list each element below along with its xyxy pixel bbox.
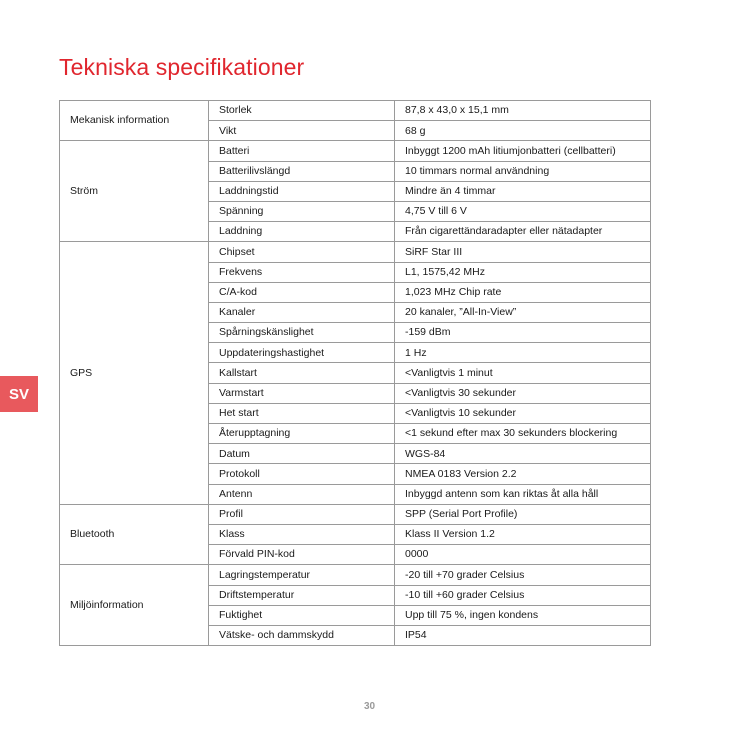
table-row: [60, 565, 651, 585]
property-cell: Förvald PIN-kod: [209, 545, 395, 565]
property-cell: Storlek: [209, 101, 395, 121]
property-cell: Laddningstid: [209, 181, 395, 201]
value-cell: Från cigarettändaradapter eller nätadapter: [395, 222, 651, 242]
value-cell: -10 till +60 grader Celsius: [395, 585, 651, 605]
table-row: [60, 101, 651, 121]
property-cell: Batterilivslängd: [209, 161, 395, 181]
value-cell: Upp till 75 %, ingen kondens: [395, 605, 651, 625]
table-row: [60, 242, 651, 262]
property-cell: Het start: [209, 403, 395, 423]
value-cell: 1,023 MHz Chip rate: [395, 282, 651, 302]
value-cell: NMEA 0183 Version 2.2: [395, 464, 651, 484]
property-cell: Kallstart: [209, 363, 395, 383]
property-cell: Kanaler: [209, 302, 395, 322]
value-cell: 1 Hz: [395, 343, 651, 363]
specifications-table-body: [60, 101, 651, 646]
property-cell: Protokoll: [209, 464, 395, 484]
category-cell: Bluetooth: [60, 504, 209, 565]
property-cell: Frekvens: [209, 262, 395, 282]
value-cell: <Vanligtvis 1 minut: [395, 363, 651, 383]
property-cell: Vikt: [209, 121, 395, 141]
value-cell: <1 sekund efter max 30 sekunders blockering: [395, 424, 651, 444]
property-cell: Profil: [209, 504, 395, 524]
value-cell: 68 g: [395, 121, 651, 141]
value-cell: Inbyggd antenn som kan riktas åt alla håll: [395, 484, 651, 504]
value-cell: -20 till +70 grader Celsius: [395, 565, 651, 585]
value-cell: WGS-84: [395, 444, 651, 464]
language-tab: SV: [0, 376, 38, 412]
property-cell: Återupptagning: [209, 424, 395, 444]
value-cell: 87,8 x 43,0 x 15,1 mm: [395, 101, 651, 121]
property-cell: Datum: [209, 444, 395, 464]
value-cell: SPP (Serial Port Profile): [395, 504, 651, 524]
property-cell: Laddning: [209, 222, 395, 242]
value-cell: IP54: [395, 625, 651, 645]
property-cell: Lagringstemperatur: [209, 565, 395, 585]
value-cell: 4,75 V till 6 V: [395, 201, 651, 221]
table-row: [60, 141, 651, 161]
value-cell: L1, 1575,42 MHz: [395, 262, 651, 282]
value-cell: Mindre än 4 timmar: [395, 181, 651, 201]
page-title: Tekniska specifikationer: [59, 54, 305, 80]
property-cell: Klass: [209, 524, 395, 544]
value-cell: 10 timmars normal användning: [395, 161, 651, 181]
table-row: [60, 504, 651, 524]
value-cell: <Vanligtvis 10 sekunder: [395, 403, 651, 423]
category-cell: Mekanisk information: [60, 101, 209, 141]
category-cell: Miljöinformation: [60, 565, 209, 646]
property-cell: Uppdateringshastighet: [209, 343, 395, 363]
page-number: 30: [363, 701, 376, 712]
property-cell: Antenn: [209, 484, 395, 504]
property-cell: Fuktighet: [209, 605, 395, 625]
value-cell: -159 dBm: [395, 323, 651, 343]
property-cell: Vätske- och dammskydd: [209, 625, 395, 645]
category-cell: Ström: [60, 141, 209, 242]
property-cell: Batteri: [209, 141, 395, 161]
value-cell: 20 kanaler, ”All-In-View”: [395, 302, 651, 322]
value-cell: Inbyggt 1200 mAh litiumjonbatteri (cellbatteri): [395, 141, 651, 161]
category-cell: GPS: [60, 242, 209, 504]
property-cell: Spårningskänslighet: [209, 323, 395, 343]
property-cell: Driftstemperatur: [209, 585, 395, 605]
value-cell: <Vanligtvis 30 sekunder: [395, 383, 651, 403]
specifications-table: [59, 100, 651, 646]
property-cell: Chipset: [209, 242, 395, 262]
property-cell: C/A-kod: [209, 282, 395, 302]
value-cell: Klass II Version 1.2: [395, 524, 651, 544]
property-cell: Spänning: [209, 201, 395, 221]
value-cell: 0000: [395, 545, 651, 565]
value-cell: SiRF Star III: [395, 242, 651, 262]
property-cell: Varmstart: [209, 383, 395, 403]
